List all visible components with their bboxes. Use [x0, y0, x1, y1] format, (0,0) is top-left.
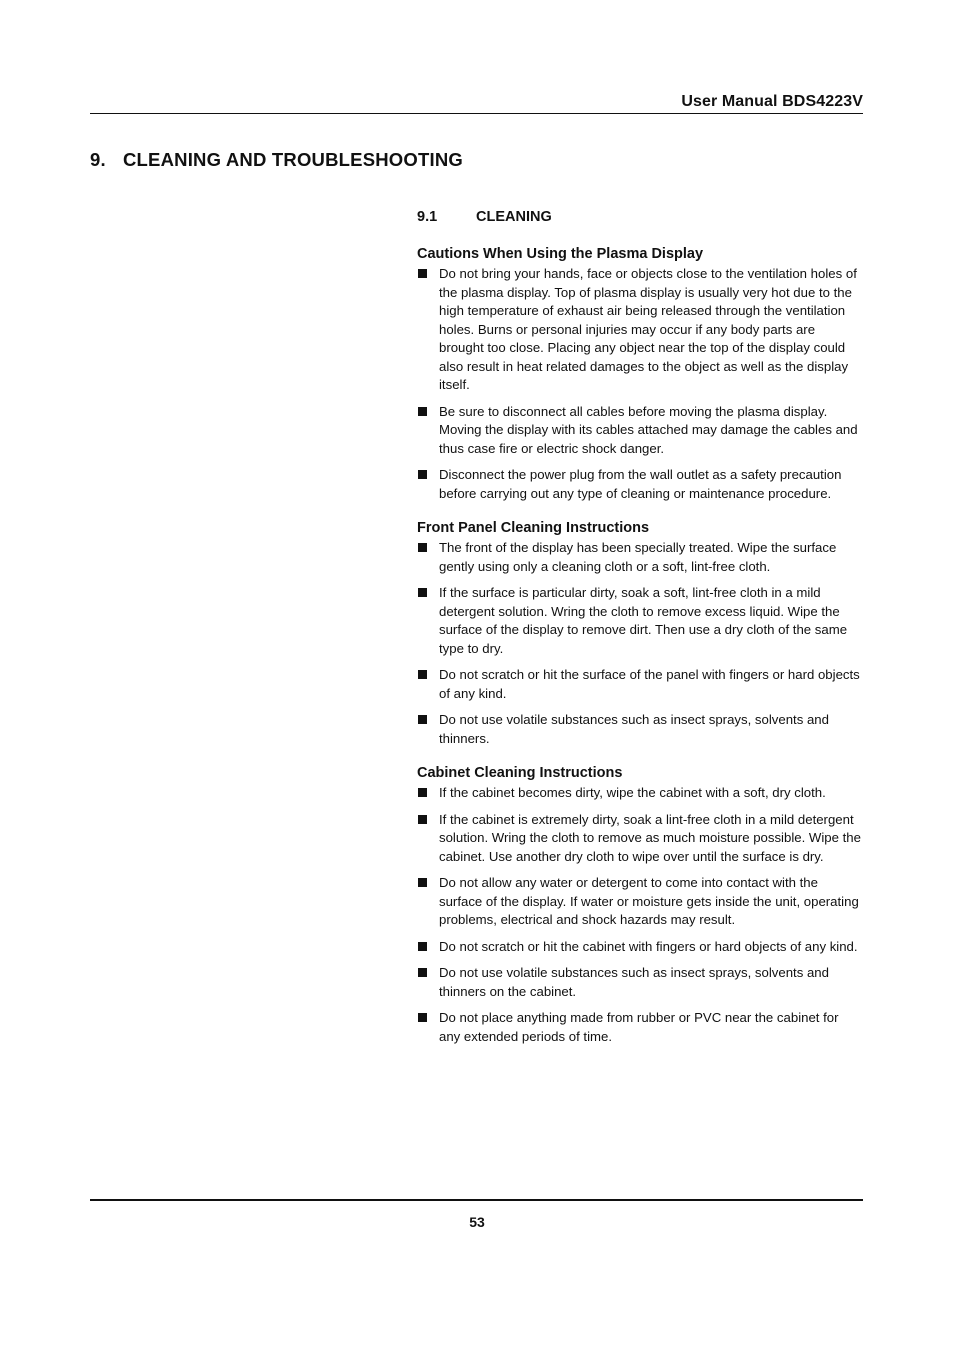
list-item-text: Do not scratch or hit the cabinet with fingers or hard objects of any kind.	[439, 938, 858, 954]
list-item-text: Do not place anything made from rubber or PVC near the cabinet for any extended periods of time.	[439, 1010, 839, 1044]
square-bullet-icon	[418, 715, 427, 724]
square-bullet-icon	[418, 878, 427, 887]
section-title: CLEANING	[476, 209, 552, 225]
list-item-text: Disconnect the power plug from the wall outlet as a safety precaution before carrying out any type of cleaning or maintenance procedure.	[439, 467, 842, 501]
list-item	[417, 784, 863, 803]
list-item	[417, 964, 863, 1001]
square-bullet-icon	[418, 942, 427, 951]
chapter-number: 9.	[90, 149, 106, 170]
list-item	[417, 938, 863, 957]
list-item-text: Do not use volatile substances such as insect sprays, solvents and thinners on the cabinet.	[439, 965, 829, 999]
list-item	[417, 539, 863, 576]
list-item-text: Do not scratch or hit the surface of the panel with fingers or hard objects of any kind.	[439, 667, 860, 701]
square-bullet-icon	[418, 788, 427, 797]
square-bullet-icon	[418, 269, 427, 278]
page-number: 53	[469, 1214, 485, 1230]
square-bullet-icon	[418, 815, 427, 824]
list-item-text: Be sure to disconnect all cables before moving the plasma display. Moving the display with its cables attached may damage the cables and thus case fire or electric shock danger.	[439, 403, 858, 456]
main-content	[417, 207, 863, 1062]
cabinet-heading: Cabinet Cleaning Instructions	[417, 765, 623, 781]
list-item	[417, 403, 863, 459]
front-panel-list	[417, 539, 863, 748]
list-item-text: If the cabinet is extremely dirty, soak a lint-free cloth in a mild detergent solution. Wring the cloth to remove as much moisture possible. Wipe the cabinet. Use another dry cloth to wipe over until the surface is dry.	[439, 811, 861, 864]
chapter-title: CLEANING AND TROUBLESHOOTING	[123, 149, 463, 170]
list-item-text: Do not bring your hands, face or objects close to the ventilation holes of the plasma display. Top of plasma display is usually very hot due to the high temperature of exhaust air being released through the ventilation holes. Burns or personal injuries may occur if any body parts are brought too close. Placing any object near the top of the display could also result in heat related damages to the object as well as the display itself.	[439, 266, 857, 392]
list-item-text: Do not use volatile substances such as insect sprays, solvents and thinners.	[439, 712, 829, 746]
square-bullet-icon	[418, 1013, 427, 1022]
section-number: 9.1	[417, 209, 438, 225]
square-bullet-icon	[418, 670, 427, 679]
square-bullet-icon	[418, 543, 427, 552]
chapter-heading	[90, 149, 463, 171]
square-bullet-icon	[418, 588, 427, 597]
square-bullet-icon	[418, 968, 427, 977]
square-bullet-icon	[418, 470, 427, 479]
list-item	[417, 874, 863, 930]
header-divider	[90, 113, 863, 114]
footer-divider	[90, 1199, 863, 1201]
cautions-heading: Cautions When Using the Plasma Display	[417, 246, 704, 262]
list-item-text: If the cabinet becomes dirty, wipe the cabinet with a soft, dry cloth.	[439, 785, 826, 800]
list-item-text: If the surface is particular dirty, soak a soft, lint-free cloth in a mild detergent solution. Wring the cloth to remove excess liquid. Wipe the surface of the display to remove dirt. Then use a dry cloth of the same type to dry.	[439, 585, 848, 656]
cabinet-list	[417, 784, 863, 1046]
list-item	[417, 466, 863, 503]
section-heading	[417, 207, 863, 227]
list-item	[417, 811, 863, 867]
list-item-text: Do not allow any water or detergent to come into contact with the surface of the display. If water or moisture gets inside the unit, operating problems, electrical and shock hazards may result.	[439, 875, 859, 927]
front-panel-heading: Front Panel Cleaning Instructions	[417, 520, 650, 536]
list-item	[417, 666, 863, 703]
list-item	[417, 265, 863, 395]
list-item-text: The front of the display has been specially treated. Wipe the surface gently using only a cleaning cloth or a soft, lint-free cloth.	[439, 540, 837, 574]
list-item	[417, 584, 863, 658]
list-item	[417, 711, 863, 748]
cautions-list	[417, 265, 863, 503]
square-bullet-icon	[418, 407, 427, 416]
running-header: User Manual BDS4223V	[681, 93, 863, 110]
list-item	[417, 1009, 863, 1046]
